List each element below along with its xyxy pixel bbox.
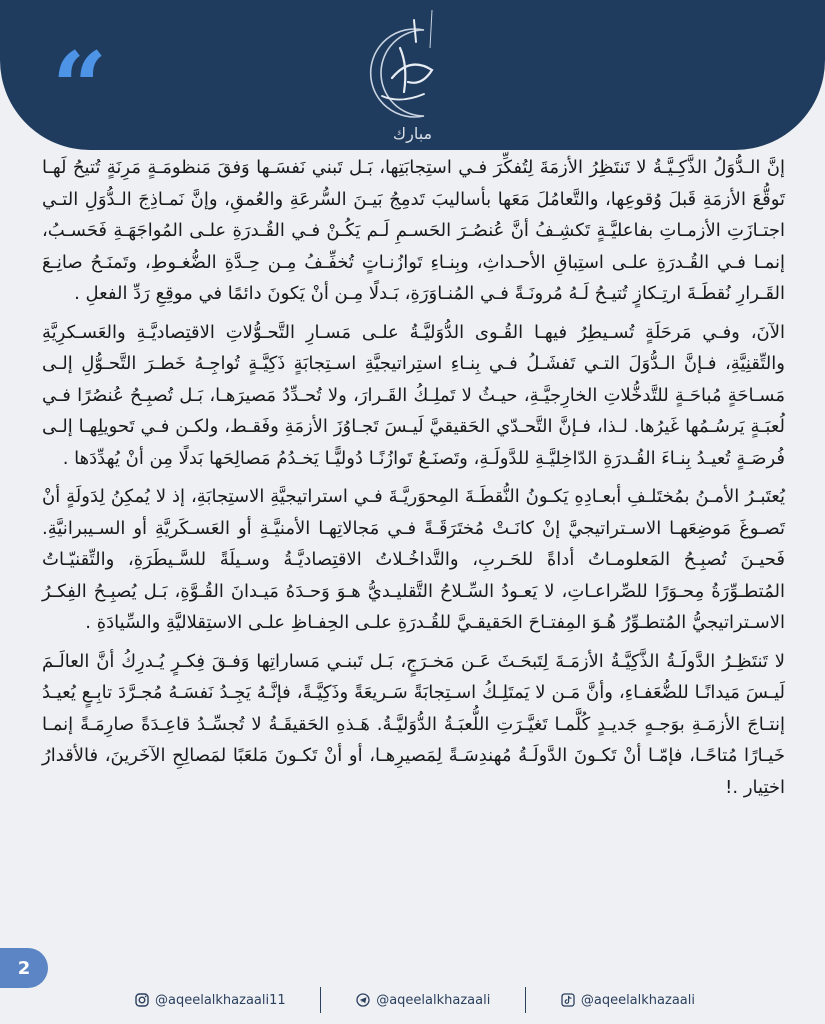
tiktok-handle: @aqeelalkhazaali — [580, 992, 695, 1008]
tiktok-link[interactable] — [561, 993, 695, 1008]
paragraph: إنَّ الـدُّوَلُ الذَّكِـيَّـةُ لا تَنتَظِرُ الأزمَةَ لِتُفكِّرَ فـي استِجابَتِها، بَـل تَبني نَفسَـها وَفقَ مَنظومَـةٍ مَرِنَةٍ تُتيحُ لَهـا تَوقُّعَ الأزمَةِ قَبلَ وُقوعِها، والتَّعامُلَ مَعَها بأساليبَ تَدمِجُ بَيـنَ السُّرعَةِ والعُمقِ، وإنَّ نَمـاذِجَ الـدُّوَلِ التـي اجتـازَتِ الأزمـاتِ بفاعليَّـةٍ تَكشِـفُ أنَّ عُنصُـرَ الحَسـمِ لَـم يَكُـنْ فـي القُـدرَةِ علـى المُواجَهَـةِ فَحَسـبُ، إنمـا فـي القُـدرَةِ علـى استِباقِ الأحـداثِ، وبِنـاءِ تَوازُنـاتٍ تُخفِّـفُ مِـن حِـدَّةِ الضُّغـوطِ، وتَمنَـحُ صانِـعَ القَـرارِ نُقطَـةَ ارتِـكازٍ تُتيـحُ لَـهُ مُرونَـةً فـي المُنـاوَرَةِ، بَـدلًا مِـن أنْ يَكونَ دائمًا في موقِعِ رَدِّ الفعلِ . — [42, 157, 785, 304]
paragraph: لا تَنتَظِـرُ الدَّولَـةُ الذَّكِيَّـةُ الأزمَـةَ لِتَبحَـثَ عَـن مَخـرَجٍ، بَـل تَبنـي مَساراتِها وَفـقَ فِكـرٍ يُـدرِكُ أنَّ العالَـمَ لَيـسَ مَيدانًـا للضُّعَفـاءِ، وأنَّ مَـن لا يَمتَلِـكُ اسـتِجابَةً سَـريعَةً وذَكِيَّـةً، فإنَّـهُ يَجِـدُ نَفسَـهُ مُجـرَّدَ تابِـعٍ يُعيـدُ إنتـاجَ الأزمَـةِ بوَجـهٍ جَديـدٍ كُلَّمـا تَغيَّـرَتِ اللُّعبَـةُ الدُّوَليَّـةُ. هَـذهِ الحَقيقَـةُ لا تُجسِّـدُ قاعِـدَةً صارِمَـةً إنمـا خَيـارًا مُتاحًـا، فإمّـا أنْ تَكـونَ الدَّولَـةُ مُهندِسَـةً لِمَصيرِهـا، أو أنْ تَكـونَ مَلعَبًا لمَصالِحِ الآخَرينَ، فالأقدارُ اختِيار .! — [42, 650, 785, 798]
footer-divider — [320, 987, 321, 1013]
social-footer — [135, 984, 695, 1016]
paragraph: يُعتَبـرُ الأمـنُ بمُختَلـفِ أبعـادِهِ يَكـونُ النُّقطَـةَ المِحوَريَّـةَ فـي استراتيجيَّةِ الاستِجابَةِ، إذ لا يُمكِنُ لِدَولَةٍ أنْ تَصـوغَ مَوضِعَهـا الاسـتراتيجيَّ إنْ كانَـتْ مُختَرَقَـةً فـي مَجالاتِهـا الأمنيَّـةِ أو العَسـكَريَّةِ أو السـيبرانيَّةِ. فَحيـنَ تُصبِـحُ المَعلومـاتُ أداةً للحَـربِ، والتَّداخُـلاتُ الاقتِصاديَّـةُ وسـيلَةً للسَّـيطَرَةِ، والتِّقنيّـاتُ المُتطـوِّرَةُ مِحـوَرًا للصِّراعـاتِ، لا يَعـودُ السِّـلاحُ التَّقليـديُّ هـوَ وَحـدَهُ مَيـدانَ القُـوَّةِ، بَـل يُصبِـحُ الفِكـرُ الاسـتراتيجيُّ المُتطـوِّرُ هُـوَ المِفتـاحَ الحَقيقـيَّ للقُـدرَةِ علـى الحِفـاظِ علـى الاستِقلاليَّةِ والسِّيادَةِ . — [42, 486, 785, 633]
instagram-link[interactable] — [135, 993, 286, 1008]
telegram-link[interactable] — [356, 993, 490, 1008]
telegram-handle: @aqeelalkhazaali — [376, 992, 491, 1008]
paragraph: الآنَ، وفـي مَرحَلَةٍ تُسـيطِرُ فيهـا القُـوى الدُّوَليَّـةُ علـى مَسـارِ التَّحـوُّلاتِ الاقتِصاديَّـةِ والعَسـكرِيَّةِ والتِّقنِيَّةِ، فـإنَّ الـدُّوَلَ التـي تَفشَـلُ فـي بِنـاءِ استِراتيجيَّةِ اسـتِجابَةٍ ذَكِيَّـةٍ تُواجِـهُ خَطـرَ التَّحـوُّلِ إلـى مَسـاحَةٍ مُباحَـةٍ للتَّدخُّلاتِ الخارِجيَّـةِ، حيـثُ لا تَملِـكُ القَـرارَ، ولا تُحـدِّدُ مَصيرَهـا، بَـل تُصبِـحُ عُنصُرًا فـي لُعبَـةٍ يَرسُـمُها غَيرُها. لـذا، فـإنَّ التَّحـدّي الحَقيقيَّ لَيـسَ تَجـاوُزَ الأزمَةِ وفَقـط، ولكـن فـي تَحويلِهـا إلـى فُرصَـةٍ تُعيـدُ بِنـاءَ القُـدرَةِ الدّاخِليَّـةِ للدَّولَـةِ، وتَصنَـعُ تَوازُنًـا دُوليًّـا يَخـدُمُ مَصالِحَها بَدلًا مِن أنْ يُهدِّدَها . — [42, 321, 785, 469]
page-number-badge: 2 — [0, 948, 48, 988]
footer-divider — [525, 987, 526, 1013]
article-body — [42, 152, 785, 810]
header-subtitle: مبارك — [392, 124, 433, 143]
quote-mark-icon: “ — [52, 31, 108, 144]
header-banner — [0, 0, 825, 150]
tiktok-icon — [561, 993, 575, 1007]
ramadan-crescent-calligraphy-icon — [352, 8, 462, 128]
instagram-icon — [135, 993, 149, 1007]
instagram-handle: @aqeelalkhazaali11 — [155, 992, 286, 1008]
telegram-icon — [356, 993, 370, 1007]
